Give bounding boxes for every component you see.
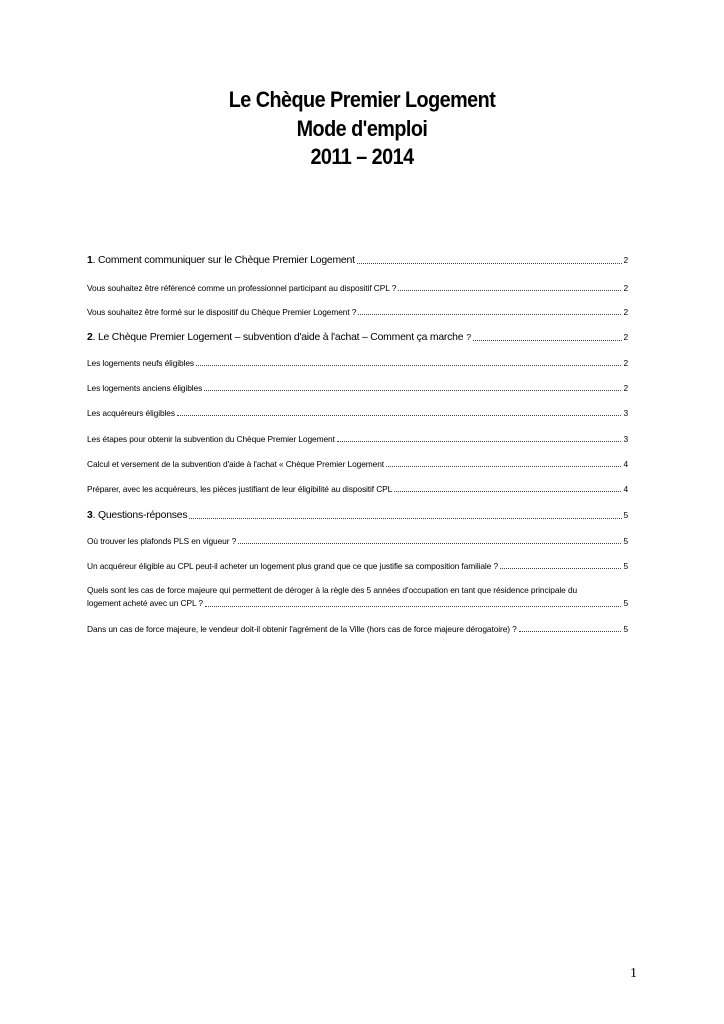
toc-entry-text: . Le Chèque Premier Logement – subvention d'aide à l'achat – Comment ça marche	[92, 332, 464, 343]
toc-entry-2[interactable]	[87, 283, 628, 293]
toc-entry-6[interactable]	[87, 383, 628, 393]
toc-entry-text: Préparer, avec les acquéreurs, les pièces justifiant de leur éligibilité au dispositif CPL	[87, 484, 393, 494]
title-line-1: Le Chèque Premier Logement	[228, 87, 496, 112]
dot-leader	[204, 390, 621, 391]
toc-entry-12[interactable]	[87, 536, 628, 546]
toc-entry-text: Dans un cas de force majeure, le vendeur doit-il obtenir l'agrément de la Ville (hors cas de force majeure dérogatoire) ?	[87, 624, 517, 634]
toc-entry-8[interactable]	[87, 434, 628, 444]
dot-leader	[196, 365, 621, 366]
toc-page-number: 2	[623, 358, 628, 368]
toc-entry-text-continued: logement acheté avec un CPL ?	[87, 597, 203, 608]
toc-entry-5[interactable]	[87, 358, 628, 368]
toc-entry-text: Les acquéreurs éligibles	[87, 408, 175, 418]
toc-entry-text: Un acquéreur éligible au CPL peut-il acheter un logement plus grand que ce que justifie sa composition familiale ?	[87, 561, 499, 571]
toc-page-number: 2	[623, 307, 628, 317]
toc-entry-4[interactable]: 2 . Le Chèque Premier Logement – subvention d'aide à l'achat – Comment ça marche ? 2	[87, 332, 628, 343]
dot-leader	[500, 568, 621, 569]
toc-entry-14[interactable]	[87, 584, 628, 609]
dot-leader	[357, 263, 622, 264]
toc-entry-9[interactable]	[87, 459, 628, 469]
dot-leader	[473, 340, 622, 341]
toc-page-number: 5	[623, 510, 628, 520]
toc-entry-11[interactable]: 3 . Questions-réponses 5	[87, 510, 628, 521]
dot-leader	[386, 466, 621, 467]
dot-leader	[398, 290, 621, 291]
toc-page-number: 2	[623, 332, 628, 342]
toc-entry-text: . Questions-réponses	[92, 510, 188, 521]
page-number: 1	[630, 966, 637, 981]
toc-entry-3[interactable]	[87, 307, 628, 317]
toc-page-number: 4	[623, 459, 628, 469]
document-title	[36, 86, 688, 172]
toc-entry-text: Les étapes pour obtenir la subvention du Chèque Premier Logement	[87, 434, 335, 444]
toc-page-number: 2	[623, 283, 628, 293]
toc-page-number: 2	[623, 255, 628, 265]
dot-leader	[358, 314, 621, 315]
dot-leader	[177, 415, 622, 416]
toc-page-number: 5	[623, 597, 628, 608]
toc-entry-text: Où trouver les plafonds PLS en vigueur ?	[87, 536, 237, 546]
title-line-3: 2011 – 2014	[310, 144, 414, 169]
toc-page-number: 2	[623, 383, 628, 393]
toc-page-number: 4	[623, 484, 628, 494]
toc-entry-text: Quels sont les cas de force majeure qui permettent de déroger à la règle des 5 années d'occupation en tant que résidence principale du	[87, 585, 578, 595]
toc-entry-7[interactable]	[87, 408, 628, 418]
dot-leader	[519, 631, 622, 632]
toc-entry-text: Vous souhaitez être formé sur le dispositif du Chèque Premier Logement ?	[87, 307, 357, 317]
toc-entry-1[interactable]: 1 . Comment communiquer sur le Chèque Premier Logement 2	[87, 255, 628, 266]
dot-leader	[238, 543, 621, 544]
toc-page-number: 5	[623, 561, 628, 571]
title-line-2: Mode d'emploi	[296, 115, 428, 141]
toc-page-number: 3	[623, 434, 628, 444]
toc-entry-text: Vous souhaitez être référencé comme un professionnel participant au dispositif CPL ?	[87, 283, 397, 293]
dot-leader	[205, 606, 621, 607]
toc-entry-13[interactable]	[87, 561, 628, 571]
toc-entry-text: Les logements neufs éligibles	[87, 358, 194, 368]
toc-entry-text: Les logements anciens éligibles	[87, 383, 203, 393]
dot-leader	[394, 491, 621, 492]
toc-entry-text: Calcul et versement de la subvention d'aide à l'achat « Chèque Premier Logement	[87, 459, 384, 469]
toc-entry-10[interactable]	[87, 484, 628, 494]
toc-page-number: 5	[623, 624, 628, 634]
toc-entry-15[interactable]	[87, 624, 628, 634]
toc-entry-text: . Comment communiquer sur le Chèque Premier Logement	[92, 255, 355, 266]
toc-page-number: 5	[623, 536, 628, 546]
dot-leader	[337, 441, 622, 442]
toc-page-number: 3	[623, 408, 628, 418]
dot-leader	[189, 518, 621, 519]
